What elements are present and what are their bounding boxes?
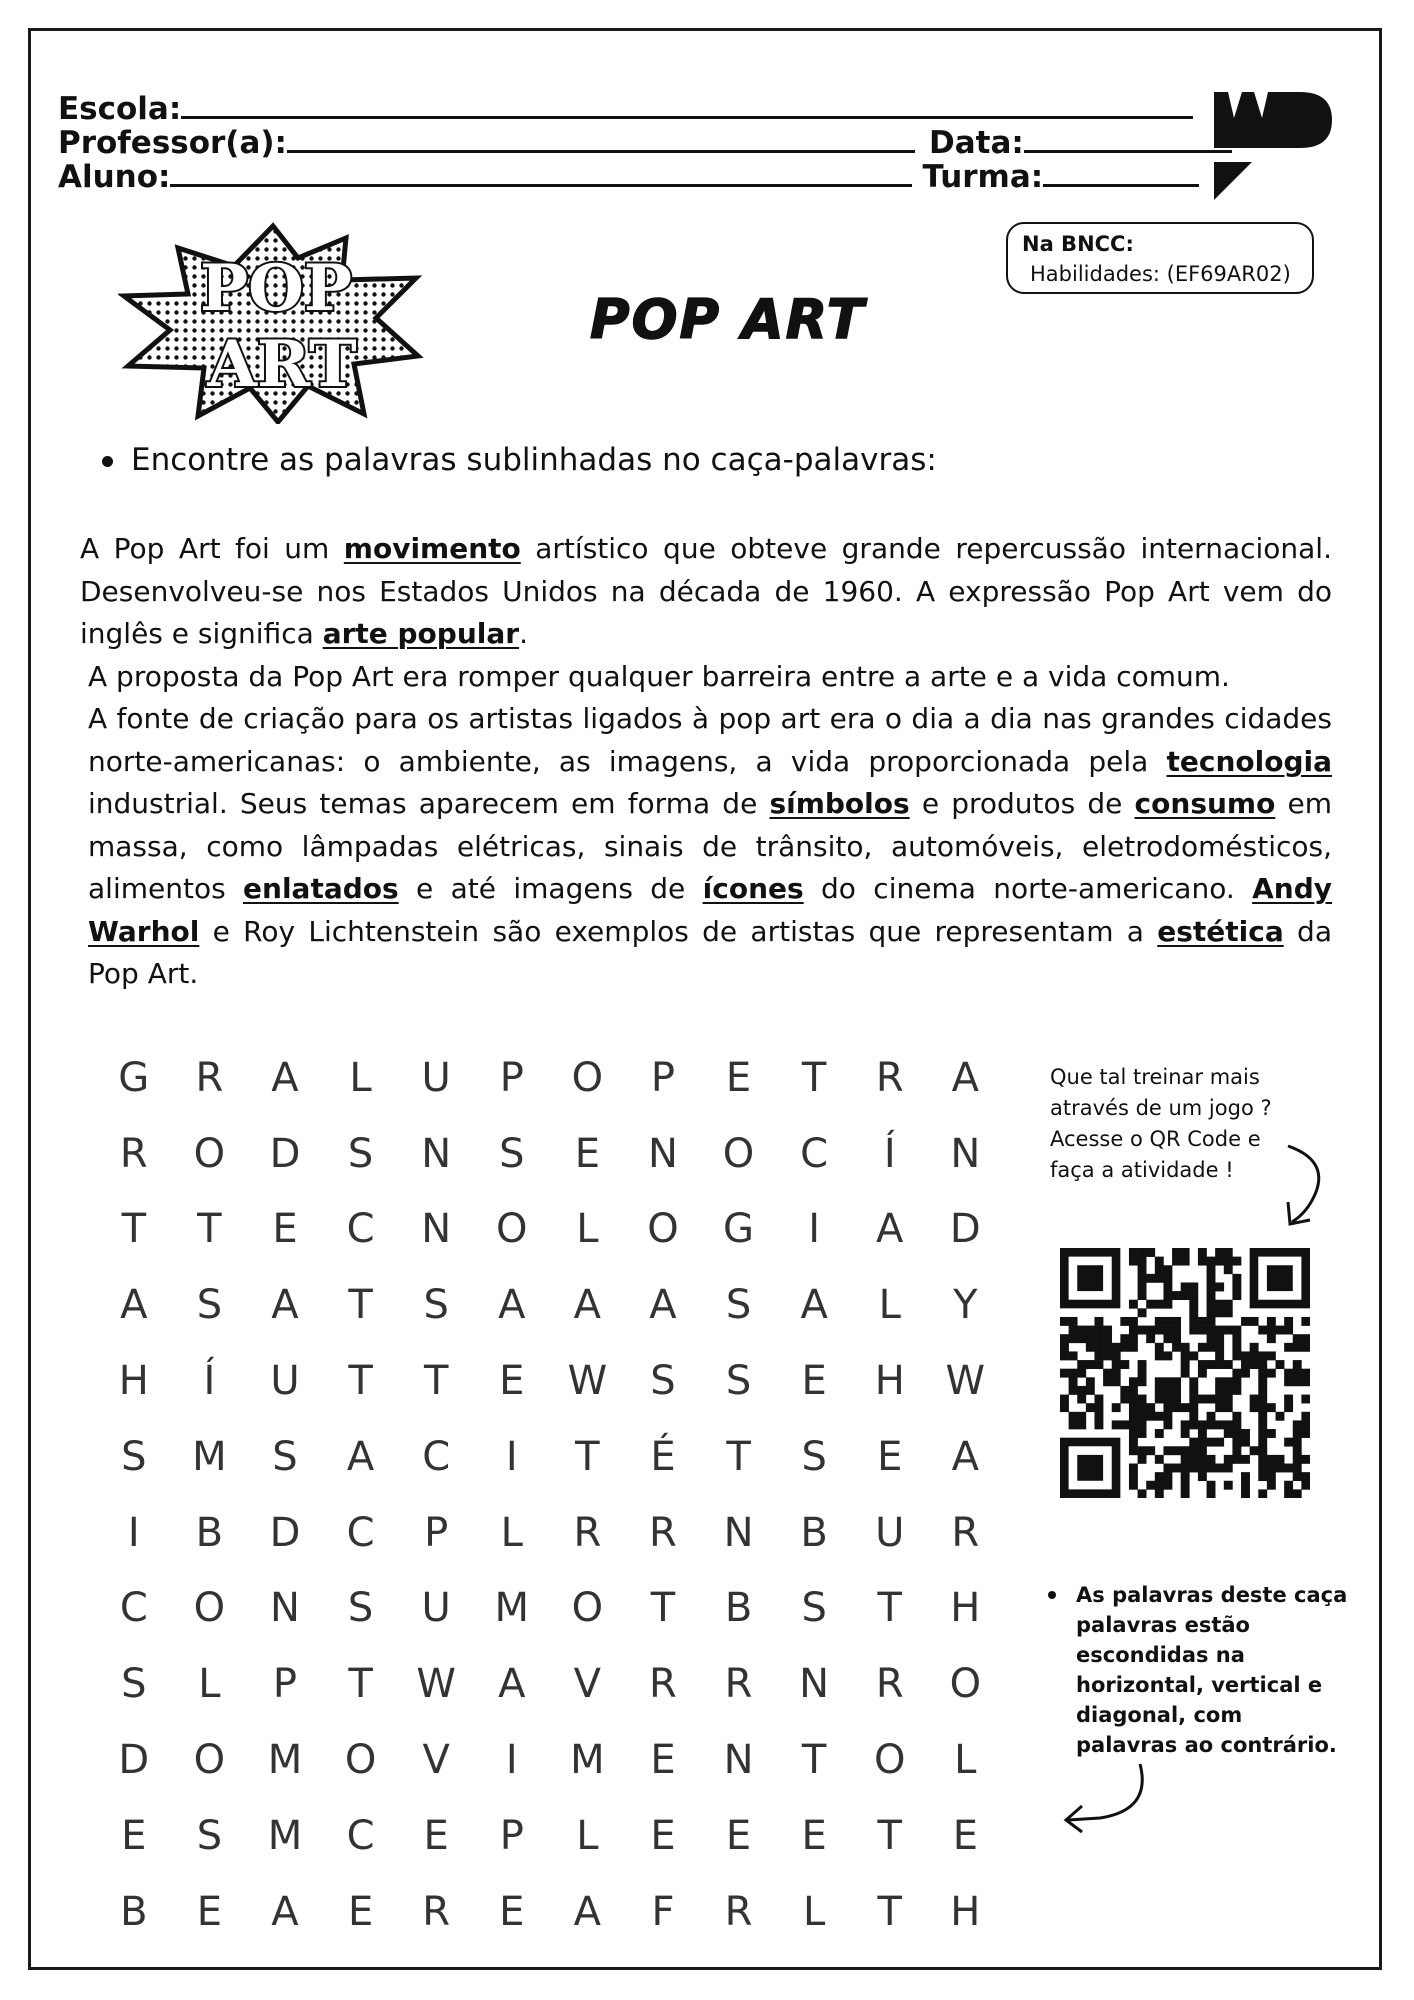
grid-letter: Í (203, 1358, 216, 1405)
aluno-line[interactable] (58, 160, 1199, 194)
grid-letter: R (875, 1661, 904, 1708)
grid-letter: C (800, 1130, 829, 1177)
grid-letter: S (196, 1812, 223, 1859)
grid-letter: L (954, 1737, 977, 1784)
escola-line[interactable] (58, 92, 1193, 126)
grid-letter: E (423, 1812, 449, 1859)
grid-letter: H (118, 1358, 149, 1405)
text-run: industrial. Seus temas aparecem em forma de (88, 787, 770, 820)
hint-text: As palavras deste caça palavras estão escondidas na horizontal, vertical e diagonal, com palavras ao contrário. (1076, 1583, 1348, 1757)
grid-letter: T (650, 1585, 676, 1632)
hint-note (1048, 1580, 1348, 1760)
professor-field[interactable] (287, 126, 915, 153)
grid-letter: A (649, 1282, 677, 1329)
grid-letter: A (876, 1206, 904, 1253)
grid-letter: E (574, 1130, 600, 1177)
grid-letter: E (725, 1812, 752, 1859)
bullet-icon (102, 456, 113, 467)
grid-letter: O (193, 1585, 226, 1632)
keyword-movimento: movimento (343, 532, 521, 565)
keyword-icones: ícones (702, 872, 804, 905)
bncc-title: Na BNCC: (1022, 232, 1134, 256)
grid-letter: T (575, 1433, 600, 1480)
escola-field[interactable] (181, 92, 1193, 119)
grid-letter: A (951, 1433, 980, 1480)
grid-letter: W (945, 1358, 986, 1405)
brand-logo-icon (1212, 90, 1334, 202)
grid-letter: I (505, 1737, 518, 1784)
grid-letter: R (951, 1509, 980, 1556)
grid-letter: V (422, 1737, 450, 1784)
grid-letter: E (196, 1888, 223, 1935)
keyword-tecnologia: tecnologia (1166, 744, 1332, 778)
grid-letter: I (505, 1433, 518, 1480)
grid-letter: C (346, 1812, 375, 1859)
grid-letter: T (197, 1206, 222, 1253)
grid-letter: U (421, 1585, 451, 1632)
grid-letter: O (193, 1737, 226, 1784)
grid-letter: A (271, 1888, 299, 1935)
grid-letter: A (498, 1661, 526, 1708)
grid-letter: T (423, 1358, 449, 1405)
grid-letter: M (267, 1812, 303, 1859)
grid-letter: S (423, 1282, 449, 1329)
grid-letter: E (272, 1206, 298, 1253)
paragraph-1 (80, 528, 1332, 656)
grid-letter: F (651, 1888, 675, 1935)
grid-letter: S (801, 1433, 827, 1480)
grid-letter: R (422, 1888, 451, 1935)
grid-letter: S (196, 1282, 223, 1329)
grid-letter: N (950, 1130, 981, 1177)
bncc-box (1006, 222, 1314, 294)
grid-letter: É (650, 1433, 676, 1480)
grid-letter: N (270, 1585, 300, 1632)
grid-letter: N (421, 1206, 452, 1253)
grid-letter: V (573, 1661, 602, 1708)
badge-line1: POP (200, 251, 352, 326)
grid-letter: I (808, 1206, 821, 1253)
grid-letter: L (349, 1054, 372, 1101)
word-search-grid (96, 1040, 1003, 1950)
grid-letter: E (650, 1737, 676, 1784)
grid-letter: O (571, 1585, 604, 1632)
grid-letter: R (724, 1661, 753, 1708)
grid-letter: O (647, 1206, 679, 1253)
grid-letter: U (875, 1509, 905, 1556)
grid-letter: E (347, 1888, 374, 1935)
grid-letter: O (344, 1737, 377, 1784)
text-run: A fonte de criação para os artistas ligados à pop art era o dia a dia nas grandes cidades norte-americanas: o ambiente, as imagens, a vida proporcionada pela (88, 702, 1332, 778)
text-run: da Pop Art. (88, 914, 1332, 990)
data-label: Data: (928, 125, 1024, 161)
grid-letter: C (346, 1509, 375, 1556)
grid-letter: U (270, 1358, 300, 1405)
keyword-enlatados: enlatados (243, 872, 399, 905)
grid-letter: A (120, 1282, 148, 1329)
grid-letter: H (874, 1358, 905, 1405)
grid-letter: D (269, 1509, 301, 1556)
reading-text (80, 528, 1332, 996)
grid-letter: B (120, 1888, 148, 1935)
grid-letter: A (800, 1282, 828, 1329)
professor-line[interactable] (58, 126, 1232, 160)
curved-arrow-left-icon (1060, 1760, 1150, 1850)
grid-letter: O (571, 1054, 604, 1101)
grid-letter: S (272, 1433, 298, 1480)
grid-letter: B (724, 1585, 753, 1632)
grid-letter: R (649, 1661, 677, 1708)
badge-line2: ART (207, 327, 357, 402)
turma-label: Turma: (922, 159, 1044, 195)
grid-letter: A (951, 1054, 980, 1101)
grid-letter: A (271, 1054, 299, 1101)
instruction-text: Encontre as palavras sublinhadas no caça-palavras: (131, 442, 937, 478)
grid-letter: T (121, 1206, 147, 1253)
grid-letter: S (650, 1358, 676, 1405)
grid-letter: C (119, 1585, 148, 1632)
grid-letter: A (573, 1888, 602, 1935)
bncc-skills: Habilidades: (EF69AR02) (1030, 262, 1291, 286)
grid-letter: E (121, 1812, 147, 1859)
grid-letter: S (499, 1130, 525, 1177)
grid-letter: G (723, 1206, 755, 1253)
keyword-arte-popular: arte popular (322, 617, 520, 650)
grid-letter: R (724, 1888, 753, 1935)
grid-letter: E (499, 1358, 525, 1405)
grid-letter: N (723, 1737, 754, 1784)
instruction (102, 442, 937, 478)
paragraph-2: A proposta da Pop Art era romper qualquer barreira entre a arte e a vida comum. (88, 659, 1230, 693)
grid-letter: A (346, 1433, 375, 1480)
text-run: e até imagens de (398, 872, 703, 905)
data-field[interactable] (1024, 126, 1232, 153)
grid-letter: M (570, 1737, 605, 1784)
grid-letter: L (802, 1888, 826, 1935)
grid-letter: R (195, 1054, 224, 1101)
curved-arrow-down-icon (1268, 1140, 1338, 1230)
grid-letter: T (348, 1282, 373, 1329)
grid-letter: P (499, 1054, 524, 1101)
bullet-icon (1048, 1591, 1056, 1599)
grid-letter: S (725, 1282, 752, 1329)
page-title: POP ART (590, 288, 866, 351)
text-run: do cinema norte-americano. (803, 872, 1253, 905)
grid-letter: G (118, 1054, 150, 1101)
grid-letter: E (650, 1812, 676, 1859)
turma-field[interactable] (1043, 160, 1199, 187)
aluno-label: Aluno: (58, 159, 171, 195)
grid-letter: R (649, 1509, 677, 1556)
grid-letter: N (647, 1130, 678, 1177)
grid-letter: E (499, 1888, 525, 1935)
professor-label: Professor(a): (58, 125, 287, 161)
grid-letter: D (269, 1130, 301, 1177)
text-run: e produtos de (909, 787, 1135, 820)
grid-letter: Y (953, 1282, 978, 1329)
grid-letter: S (725, 1358, 752, 1405)
grid-letter: T (801, 1054, 827, 1101)
grid-letter: D (949, 1206, 981, 1253)
grid-letter: C (346, 1206, 375, 1253)
grid-letter: M (267, 1737, 303, 1784)
grid-letter: I (127, 1509, 140, 1556)
grid-letter: C (422, 1433, 451, 1480)
grid-letter: T (726, 1433, 751, 1480)
grid-letter: E (952, 1812, 978, 1859)
grid-letter: B (195, 1509, 224, 1556)
qr-code[interactable] (1060, 1248, 1310, 1498)
grid-letter: S (347, 1130, 374, 1177)
grid-letter: L (878, 1282, 901, 1329)
grid-letter: D (118, 1737, 150, 1784)
keyword-consumo: consumo (1134, 787, 1276, 820)
grid-letter: S (347, 1585, 374, 1632)
grid-letter: O (722, 1130, 755, 1177)
grid-letter: S (121, 1433, 147, 1480)
grid-letter: R (119, 1130, 148, 1177)
grid-letter: O (496, 1206, 528, 1253)
grid-letter: N (799, 1661, 830, 1708)
keyword-estetica: estética (1157, 914, 1284, 948)
text-run: artístico que obteve grande repercussão internacional. Desenvolveu-se nos Estados Unidos na década de 1960. A expressão Pop Art vem do inglês e significa (80, 532, 1332, 650)
grid-letter: S (121, 1661, 147, 1708)
text-run: . (519, 617, 528, 650)
text-run: em massa, como lâmpadas elétricas, sinais de trânsito, automóveis, eletrodomésticos, alimentos (88, 787, 1332, 905)
grid-letter: Í (883, 1130, 896, 1177)
grid-letter: T (877, 1585, 902, 1632)
text-run: A Pop Art foi um (80, 532, 344, 565)
qr-invite-text: Que tal treinar mais através de um jogo ? Acesse o QR Code e faça a atividade ! (1050, 1065, 1272, 1182)
grid-letter: A (498, 1282, 526, 1329)
grid-letter: P (424, 1509, 449, 1556)
grid-letter: P (272, 1661, 298, 1708)
grid-letter: T (801, 1737, 827, 1784)
grid-letter: O (873, 1737, 906, 1784)
grid-letter: A (573, 1282, 602, 1329)
grid-letter: O (193, 1130, 226, 1177)
grid-letter: H (950, 1888, 981, 1935)
grid-letter: T (877, 1888, 902, 1935)
grid-letter: B (800, 1509, 828, 1556)
grid-letter: S (801, 1585, 827, 1632)
grid-letter: T (877, 1812, 902, 1859)
paragraph-3 (80, 698, 1332, 996)
grid-letter: E (801, 1812, 827, 1859)
text-run: e Roy Lichtenstein são exemplos de artistas que representam a (199, 914, 1158, 948)
grid-letter: O (949, 1661, 982, 1708)
grid-letter: R (573, 1509, 602, 1556)
grid-letter: T (348, 1358, 373, 1405)
grid-letter: R (875, 1054, 904, 1101)
grid-letter: T (348, 1661, 373, 1708)
keyword-andy-warhol: Andy Warhol (88, 872, 1333, 948)
grid-letter: M (494, 1585, 530, 1632)
grid-letter: P (650, 1054, 676, 1101)
pop-art-badge-icon (118, 218, 428, 424)
grid-letter: E (877, 1433, 903, 1480)
grid-letter: N (723, 1509, 754, 1556)
grid-letter: A (271, 1282, 299, 1329)
grid-letter: U (421, 1054, 451, 1101)
grid-letter: L (198, 1661, 221, 1708)
grid-letter: P (499, 1812, 524, 1859)
grid-letter: E (801, 1358, 827, 1405)
keyword-simbolos: símbolos (769, 787, 910, 820)
grid-letter: H (950, 1585, 981, 1632)
grid-letter: M (192, 1433, 227, 1480)
grid-letter: E (725, 1054, 752, 1101)
grid-letter: L (576, 1812, 599, 1859)
escola-label: Escola: (58, 91, 182, 127)
aluno-field[interactable] (170, 160, 912, 187)
grid-letter: L (576, 1206, 599, 1253)
grid-letter: L (500, 1509, 523, 1556)
grid-letter: W (416, 1661, 456, 1708)
grid-letter: W (567, 1358, 608, 1405)
grid-letter: N (421, 1130, 452, 1177)
